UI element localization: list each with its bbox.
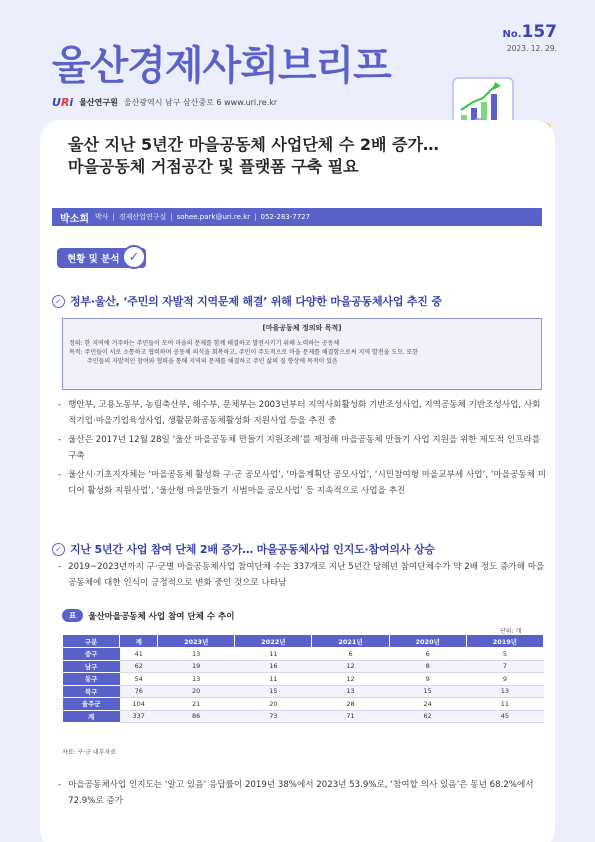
- table-cell: 104: [120, 698, 158, 711]
- institute-line: [52, 96, 277, 109]
- column-header: 2023년: [158, 635, 235, 648]
- definition-line: 주민들의 자발적인 참여와 협력을 통해 지역의 문제를 해결하고 주민 삶의 질 향상에 목적이 있음: [87, 358, 338, 365]
- issue-info: [502, 22, 557, 53]
- table-title: 표 울산마을공동체 사업 참여 단체 수 추이: [62, 609, 234, 622]
- author-email[interactable]: sohee.park@uri.re.kr: [176, 213, 251, 221]
- subhead-policy: ✓ 정부·울산, ‘주민의 자발적 지역문제 해결’ 위해 다양한 마을공동체사업 추진 중: [52, 293, 552, 309]
- table-cell: 계: [63, 710, 120, 723]
- bullet-list-3: [58, 778, 548, 813]
- institute-name: 울산연구원: [79, 98, 118, 107]
- table-cell: 19: [158, 660, 235, 673]
- table-cell: 12: [312, 673, 389, 686]
- table-row: [63, 698, 544, 711]
- section-tag: 현황 및 분석: [57, 248, 146, 268]
- table-row: [63, 673, 544, 686]
- issue-number: No.157: [502, 22, 557, 42]
- table-cell: 73: [235, 710, 312, 723]
- list-item: - 2019~2023년까지 구·군별 마을공동체사업 참여단체 수는 337개로 지난 5년간 당해년 참여단체수가 약 2배 정도 증가해 마을공동체에 대한 인식이 긍정적으로 변화 중인 것으로 나타남: [58, 562, 545, 588]
- table-cell: 북구: [63, 685, 120, 698]
- table-cell: 15: [389, 685, 466, 698]
- author-bar: 박소희 박사 | 경제산업연구실 | sohee.park@uri.re.kr | 052-283-7727: [52, 208, 542, 226]
- column-header: 구분: [63, 635, 120, 648]
- table-cell: 86: [158, 710, 235, 723]
- column-header: 계: [120, 635, 158, 648]
- table-cell: 13: [158, 648, 235, 661]
- column-header: 2022년: [235, 635, 312, 648]
- table-cell: 11: [235, 673, 312, 686]
- table-cell: 7: [466, 660, 543, 673]
- list-item: - 마을공동체사업 인지도는 ‘알고 있음’ 응답률이 2019년 38%에서 2023년 53.9%로, ‘참여할 의사 있음’은 동년 68.2%에서 72.9%로 증가: [58, 780, 534, 806]
- bullet-list-2: [58, 560, 548, 595]
- table-cell: 62: [120, 660, 158, 673]
- check-icon: ✓: [122, 245, 146, 269]
- institute-address: 울산광역시 남구 삼산중로 6 www.uri.re.kr: [123, 98, 278, 107]
- table-cell: 337: [120, 710, 158, 723]
- table-cell: 13: [312, 685, 389, 698]
- data-table: [62, 634, 544, 723]
- list-item: - 행안부, 고용노동부, 농림축산부, 해수부, 문체부는 2003년부터 지역사회활성화 기반조성사업, 지역공동체 기반조성사업, 사회적기업·마을기업육성사업, 생활문화공동체활성화 지원사업 등을 추진 중: [58, 400, 541, 426]
- table-cell: 54: [120, 673, 158, 686]
- table-cell: 20: [158, 685, 235, 698]
- subhead-growth: ✓ 지난 5년간 사업 참여 단체 2배 증가… 마을공동체사업 인지도·참여의사 상승: [52, 541, 552, 557]
- table-header-row: [63, 635, 544, 648]
- table-cell: 남구: [63, 660, 120, 673]
- column-header: 2019년: [466, 635, 543, 648]
- definition-line: 목적: 주민들이 서로 소통하고 협력하며 공동체 의식을 회복하고, 주민이 주도적으로 마을 문제를 해결함으로써 지역 발전을 도모. 또한: [69, 349, 419, 356]
- table-cell: 9: [389, 673, 466, 686]
- table-badge: 표: [62, 609, 83, 622]
- list-item: - 울산은 2017년 12월 28일 ‘울산 마을공동체 만들기 지원조례’를 제정해 마을공동체 만들기 사업 지원을 위한 제도적 인프라를 구축: [58, 435, 541, 461]
- table-row: [63, 648, 544, 661]
- column-header: 2020년: [389, 635, 466, 648]
- check-circle-icon: ✓: [52, 543, 65, 556]
- table-cell: 6: [389, 648, 466, 661]
- check-circle-icon: ✓: [52, 295, 65, 308]
- table-cell: 41: [120, 648, 158, 661]
- author-dept: 경제산업연구실: [118, 213, 167, 221]
- table-unit: 단위: 개: [500, 628, 522, 635]
- table-cell: 24: [389, 698, 466, 711]
- definition-title: [마을공동체 정의와 목적]: [262, 324, 342, 332]
- table-cell: 21: [158, 698, 235, 711]
- table-cell: 71: [312, 710, 389, 723]
- bullet-list-1: [58, 398, 548, 503]
- table-cell: 동구: [63, 673, 120, 686]
- list-item: - 울산시·기초지자체는 ‘마을공동체 활성화 구·군 공모사업’, ‘마을계획단 공모사업’, ‘시민참여형 마을교부세 사업’, ‘마을공동체 미디어 활성화 지원사업’, ‘울산형 마을만들기 시범마을 공모사업’ 등 지속적으로 사업을 추진: [58, 470, 547, 496]
- table-cell: 5: [466, 648, 543, 661]
- column-header: 2021년: [312, 635, 389, 648]
- author-phone: 052-283-7727: [260, 213, 311, 221]
- table-source: 자료: 구·군 내부자료: [62, 749, 117, 756]
- table-cell: 20: [235, 698, 312, 711]
- uri-logo: URi: [52, 96, 74, 109]
- table-cell: 45: [466, 710, 543, 723]
- issue-date: 2023. 12. 29.: [506, 44, 557, 53]
- definition-box: [62, 318, 542, 390]
- table-cell: 15: [235, 685, 312, 698]
- table-cell: 8: [389, 660, 466, 673]
- table-row: [63, 660, 544, 673]
- table-row: [63, 710, 544, 723]
- table-cell: 76: [120, 685, 158, 698]
- table-cell: 중구: [63, 648, 120, 661]
- table-cell: 16: [235, 660, 312, 673]
- table-cell: 11: [466, 698, 543, 711]
- table-cell: 62: [389, 710, 466, 723]
- page-title: 울산 지난 5년간 마을공동체 사업단체 수 2배 증가… 마을공동체 거점공간 및 플랫폼 구축 필요: [68, 135, 439, 176]
- table-cell: 13: [466, 685, 543, 698]
- table-cell: 9: [466, 673, 543, 686]
- masthead-title: 울산경제사회브리프: [52, 43, 391, 89]
- author-name: 박소희: [60, 213, 89, 225]
- table-cell: 울주군: [63, 698, 120, 711]
- definition-line: 정의: 한 지역에 거주하는 주민들이 모여 마을의 문제를 함께 해결하고 발전시키기 위해 노력하는 공동체: [69, 340, 340, 347]
- author-position: 박사: [94, 213, 109, 221]
- table-cell: 12: [312, 660, 389, 673]
- table-cell: 28: [312, 698, 389, 711]
- table-row: [63, 685, 544, 698]
- table-cell: 6: [312, 648, 389, 661]
- table-cell: 13: [158, 673, 235, 686]
- table-cell: 11: [235, 648, 312, 661]
